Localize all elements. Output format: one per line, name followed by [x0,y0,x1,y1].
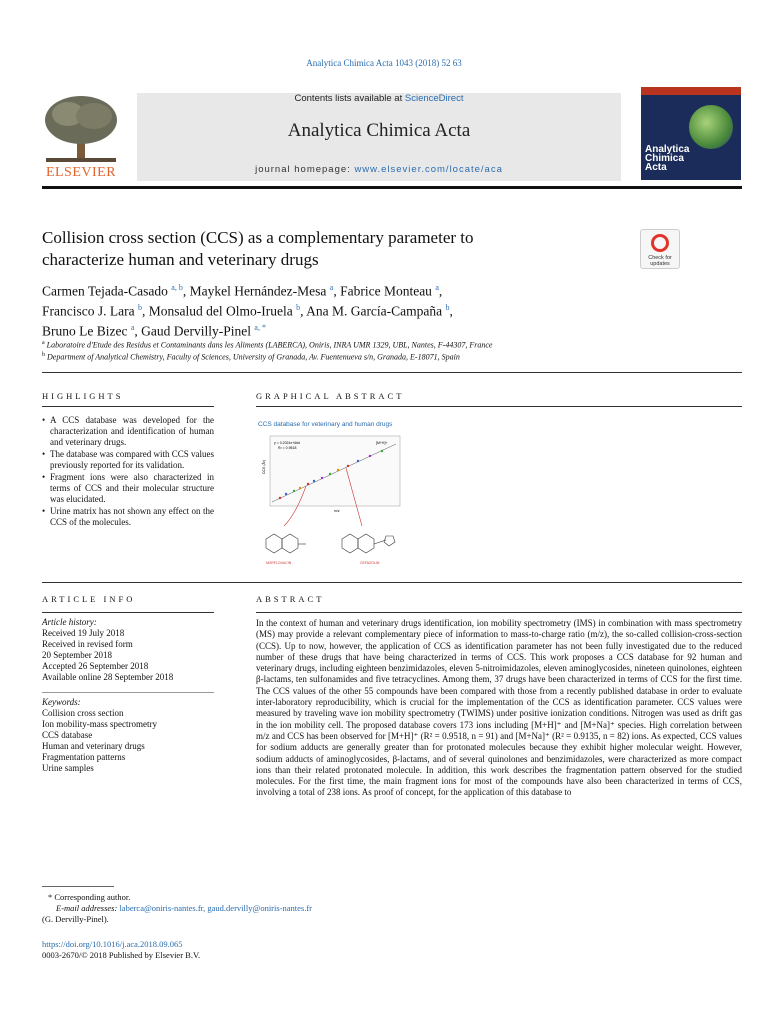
abstract-heading: ABSTRACT [256,594,325,604]
abstract-text: In the context of human and veterinary drugs identification, ion mobility spectrometry (IMS) in combination with mass spectrometry (MS) may provide a relevant complementary piece of information to mass-to-charge ratio (m/z), the so-called collision-cross-section (CCS). Up to now, however, the application of CCS as identification parameter has not been fully investigated due to the reduced number of these drugs that have being characterized in terms of CCS. This work proposes a CCS database for 92 human and veterinary drugs, including eighteen benzimidazoles, eleven 5-nitroimidazoles, eleven aminoglycosides, nineteen quinolones, eighteen β-lactams, ten sulfonamides and five tetracyclines. Among them, 37 drugs have been characterized in terms of CCS for the first time. The CCS values of the other 55 compounds have been compared with those from a recently published database in order to evaluate inter-laboratory reproducibility, which is crucial for the implementation of the CCS as identification parameter. CCS values were measured by traveling wave ion mobility spectrometry (TWIMS) under positive ionization conditions. Nitrogen was used as drift gas in the ion mobility cell. The proposed database covers 173 ions including [M+H]⁺ and [M+Na]⁺ species. High correlation between m/z and CCS has been observed for [M+H]⁺ (R² = 0.9518, n = 91) and [M+Na]⁺ (R² = 0.9135, n = 82) ions. As expected, CCS values for sodium adducts are generally greater than for protonated molecules because they exhibit higher molecular weight. However, sodium adducts of aminoglycosides, β-lactams, and of several quinolones and benzimidazoles, were characterized as more compact ions than their related protonated molecule. In addition, this work describes the fragmentation pattern observed for the studied molecules. For the first time, the main fragment ions for most of the compounds have also been characterized in terms of CCS, involving a total of 238 ions. As proof of concept, for the application of this database to [256,618,742,798]
author-separator: , [134,323,142,339]
data-point [357,460,359,462]
check-updates-icon [651,234,669,252]
data-point [285,493,287,495]
email-owner: (G. Dervilly-Pinel). [42,914,109,924]
homepage-link[interactable]: www.elsevier.com/locate/aca [354,164,503,175]
section-rule [42,372,742,373]
affiliation-text: Department of Analytical Chemistry, Faculty of Sciences, University of Granada, Av. Fuentenueva s/n, Granada, E-18071, Spain [47,352,460,362]
highlight-item: • A CCS database was developed for the characterization and identification of human and veterinary drugs. [42,415,214,448]
cover-title [645,145,689,172]
footnote-rule [42,886,114,887]
highlights-heading: HIGHLIGHTS [42,391,124,401]
history-entry: Accepted 26 September 2018 [42,661,149,671]
data-point [307,483,309,485]
journal-name: Analytica Chimica Acta [287,120,471,141]
author-name: Maykel Hernández-Mesa [189,283,327,299]
regression-r2: R² = 0.9518 [278,446,297,450]
author-affiliation-mark[interactable]: a, b [171,283,183,292]
author-name: Ana M. García-Campaña [306,303,443,319]
data-point [369,455,371,457]
doi-link[interactable]: https://doi.org/10.1016/j.aca.2018.09.065 [42,939,183,949]
journal-cover-image[interactable] [641,87,741,180]
email-line [56,903,312,914]
contents-line [137,93,621,104]
check-for-updates-button[interactable] [640,229,680,269]
highlight-item: • Urine matrix has not shown any effect on the CCS of the molecules. [42,506,214,528]
data-point [337,469,339,471]
affiliation-b [42,350,642,363]
author-name: Fabrice Monteau [340,283,432,299]
article-title [42,227,602,271]
ion-label: [M+H]+ [376,441,388,445]
cover-title-line: Analytica [645,144,690,155]
author-name: Gaud Dervilly-Pinel [141,323,252,339]
keyword: Fragmentation patterns [42,752,126,762]
author-name: Monsalud del Olmo-Iruela [148,303,293,319]
data-point [299,487,301,489]
data-point [293,490,295,492]
title-line: characterize human and veterinary drugs [42,250,319,269]
keywords [42,697,214,774]
data-point [279,497,281,499]
keyword: Collision cross section [42,708,124,718]
graphical-abstract-figure[interactable] [256,414,406,574]
history-entry: Available online 28 September 2018 [42,672,174,682]
author-affiliation-mark[interactable]: b [137,303,142,312]
highlights-list [42,415,214,529]
data-point [381,450,383,452]
author-line [42,280,602,300]
data-point [347,465,349,467]
highlight-item: • The database was compared with CCS values previously reported for its validation. [42,449,214,471]
copyright: 0003-2670/© 2018 Published by Elsevier B.V. [42,950,201,960]
article-history [42,617,214,683]
author-list [42,280,602,340]
check-updates-line: Check for [648,255,672,261]
keywords-title: Keywords: [42,697,81,707]
cover-top-band [641,87,741,95]
author-line [42,320,602,340]
author-affiliation-mark[interactable]: b [296,303,301,312]
author-separator: , [141,303,149,319]
regression-equation: y = 0.2024x+### [274,441,301,445]
keywords-rule [42,692,214,693]
cover-title-line: Acta [645,162,667,173]
graphical-abstract-rule [256,406,742,407]
history-entry: Received 19 July 2018 [42,628,125,638]
left-molecule-structure [266,534,306,553]
article-info-heading: ARTICLE INFO [42,594,136,604]
corresponding-author: * Corresponding author. [48,892,131,902]
affiliation-a [42,338,642,351]
author-separator: , [449,303,453,319]
author-line [42,300,602,320]
author-name: Francisco J. Lara [42,303,135,319]
section-rule [42,582,742,583]
affiliation-mark: a [42,340,45,346]
email-link[interactable]: gaud.dervilly@oniris-nantes.fr [207,903,313,913]
journal-homepage [137,164,621,175]
keyword: Human and veterinary drugs [42,741,145,751]
homepage-prefix: journal homepage: [255,164,355,175]
cover-disc-graphic [689,105,733,149]
keyword: Urine samples [42,763,94,773]
publisher-logo[interactable]: ELSEVIER [45,165,117,180]
history-entry: Received in revised form [42,639,133,649]
author-separator: , [438,283,443,299]
affiliation-mark: b [42,352,45,358]
author-affiliation-mark[interactable]: a [435,283,439,292]
keyword: CCS database [42,730,93,740]
data-point [329,473,331,475]
data-point [321,477,323,479]
figure-title: CCS database for veterinary and human drugs [258,421,393,428]
author-name: Bruno Le Bizec [42,323,128,339]
x-axis-label: m/z [334,509,340,513]
compound-label: CEFAZOLIN [360,561,380,565]
history-title: Article history: [42,617,97,627]
affiliation-text: Laboratoire d'Etude des Residus et Contaminants dans les Aliments (LABERCA), Oniris, INRA UMR 1329, UBL, Nantes, F-44307, France [46,340,493,350]
author-name: Carmen Tejada-Casado [42,283,168,299]
graphical-abstract-heading: GRAPHICAL ABSTRACT [256,391,405,401]
author-affiliation-mark[interactable]: a [130,323,135,332]
sciencedirect-link[interactable]: ScienceDirect [404,93,464,104]
author-separator: , [300,303,307,319]
check-updates-line: updates [650,261,670,267]
right-molecule-structure [342,534,395,553]
history-entry: 20 September 2018 [42,650,112,660]
author-affiliation-mark[interactable]: b [445,303,450,312]
email-link[interactable]: laberca@oniris-nantes.fr, [119,903,206,913]
highlight-item: • Fragment ions were also characterized in terms of CCS and their molecular structure was elucidated. [42,472,214,505]
author-affiliation-mark[interactable]: a, * [254,323,266,332]
article-info-rule [42,612,214,613]
journal-citation[interactable]: Analytica Chimica Acta 1043 (2018) 52 63 [306,58,462,68]
email-label: E-mail addresses: [56,903,118,913]
data-point [313,480,315,482]
keyword: Ion mobility-mass spectrometry [42,719,157,729]
author-affiliation-mark[interactable]: a [329,283,334,292]
header-rule [42,186,742,189]
contents-prefix: Contents lists available at [294,93,405,104]
cover-title-line: Chimica [645,153,684,164]
title-line: Collision cross section (CCS) as a complementary parameter to [42,228,474,247]
y-axis-label: CCS (Å²) [262,459,266,474]
author-separator: , [182,283,190,299]
author-separator: , [333,283,341,299]
check-updates-label [641,255,679,267]
compound-label: NORFLOXACIN [266,561,292,565]
abstract-rule [256,612,742,613]
highlights-rule [42,406,214,407]
